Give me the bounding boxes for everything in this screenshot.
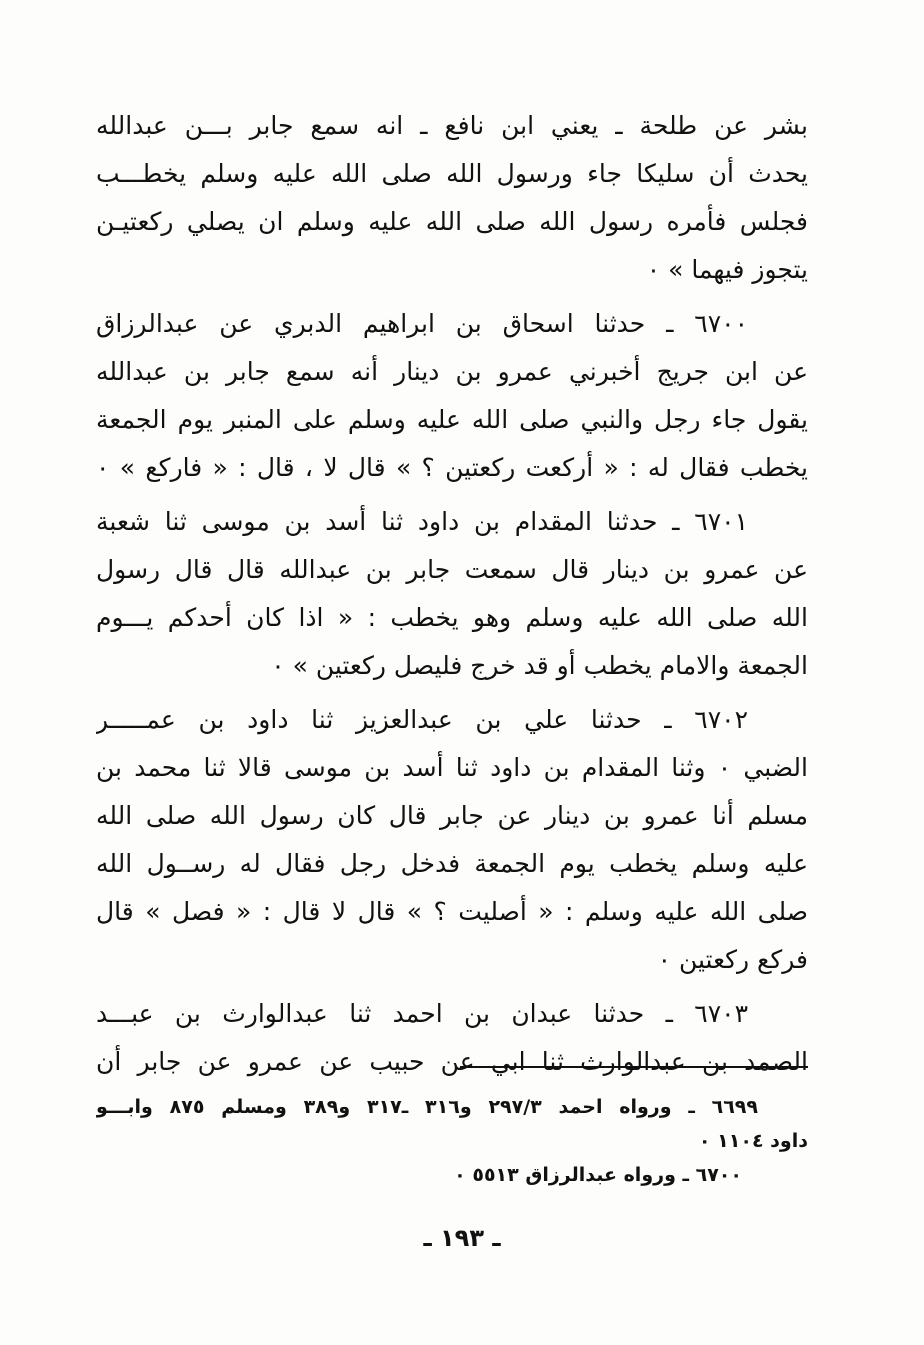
footnote-6699: ٦٦٩٩ ـ ورواه احمد ٢٩٧/٣ و٣١٦ ـ٣١٧ و٣٨٩ ومسلم ٨٧٥ وابـــو [96, 1096, 758, 1118]
text-line: عليه وسلم يخطب يوم الجمعة فدخل رجل فقال له رســول الله [96, 849, 808, 878]
text-line: يقول جاء رجل والنبي صلى الله عليه وسلم على المنبر يوم الجمعة [96, 405, 808, 434]
text-line: يخطب فقال له : « أركعت ركعتين ؟ » قال لا ، قال : « فاركع » ٠ [96, 453, 808, 482]
text-line: يحدث أن سليكا جاء ورسول الله صلى الله عليه وسلم يخطـــب [96, 159, 808, 188]
text-line: الصمد بن عبدالوارث ثنا ابي عن حبيب عن عمرو عن جابر أن [96, 1047, 808, 1076]
text-line: يتجوز فيهما » ٠ [646, 255, 808, 284]
text-line: الجمعة والامام يخطب أو قد خرج فليصل ركعتين » ٠ [271, 651, 808, 680]
text-line: فجلس فأمره رسول الله صلى الله عليه وسلم ان يصلي ركعتيـن [96, 207, 808, 236]
text-line: صلى الله عليه وسلم : « أصليت ؟ » قال لا قال : « فصل » قال [96, 897, 808, 926]
hadith-6703 [96, 990, 808, 1086]
text-line: فركع ركعتين ٠ [657, 945, 808, 974]
text-line: ٦٧٠١ ـ حدثنا المقدام بن داود ثنا أسد بن موسى ثنا شعبة [96, 507, 748, 536]
hadith-6701 [96, 498, 808, 690]
text-line: مسلم أنا عمرو بن دينار عن جابر قال كان رسول الله صلى الله [96, 801, 808, 830]
footnotes [96, 1090, 808, 1192]
text-line: ٦٧٠٢ ـ حدثنا علي بن عبدالعزيز ثنا داود بن عمـــــر [96, 705, 748, 734]
text-line: بشر عن طلحة ـ يعني ابن نافع ـ انه سمع جابر بـــن عبدالله [96, 111, 808, 140]
footnote-6699-cont: داود ١١٠٤ ٠ [698, 1130, 808, 1152]
text-line: عن ابن جريج أخبرني عمرو بن دينار أنه سمع جابر بن عبدالله [96, 357, 808, 386]
hadith-6700 [96, 300, 808, 492]
text-line: الضبي ٠ وثنا المقدام بن داود ثنا أسد بن موسى قالا ثنا محمد بن [96, 753, 808, 782]
text-line: ٦٧٠٠ ـ حدثنا اسحاق بن ابراهيم الدبري عن عبدالرزاق [96, 309, 748, 338]
paragraph [96, 102, 808, 294]
text-line: عن عمرو بن دينار قال سمعت جابر بن عبدالله قال قال رسول [96, 555, 808, 584]
page-number: ـ ١٩٣ ـ [423, 1224, 501, 1252]
body-text [96, 102, 808, 1086]
footnote-separator [460, 1066, 808, 1068]
text-line: ٦٧٠٣ ـ حدثنا عبدان بن احمد ثنا عبدالوارث بن عبـــد [96, 999, 748, 1028]
text-line: الله صلى الله عليه وسلم وهو يخطب : « اذا كان أحدكم يـــوم [96, 603, 808, 632]
footnote-6700: ٦٧٠٠ ـ ورواه عبدالرزاق ٥٥١٣ ٠ [454, 1164, 742, 1186]
hadith-6702 [96, 696, 808, 984]
